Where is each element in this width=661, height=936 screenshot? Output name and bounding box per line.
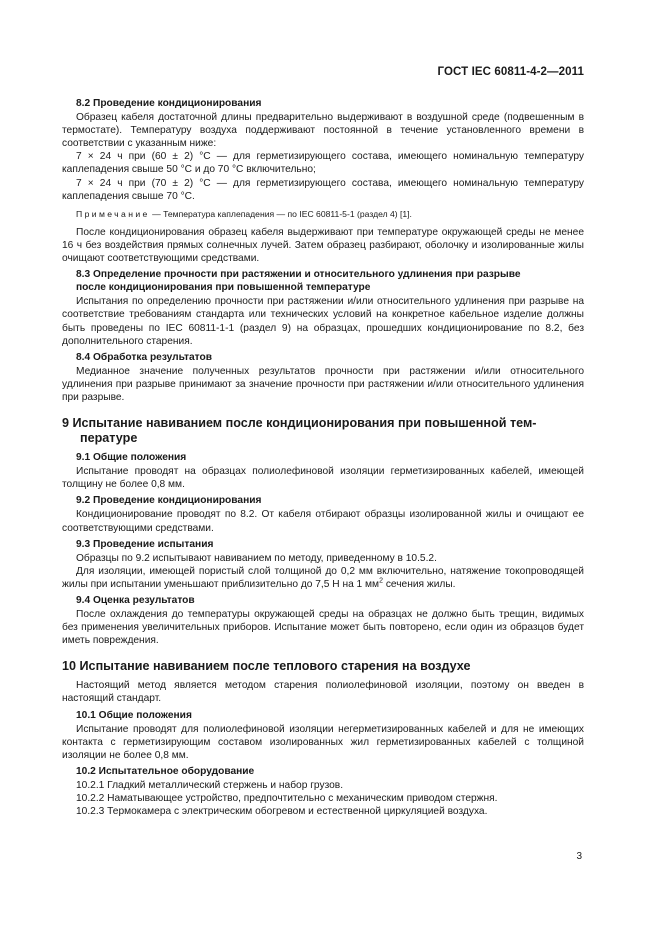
paragraph: Испытание проводят для полиолефиновой изоляции негерметизированных кабелей и для не имеющих контакта с герметизирующим составом изолированных жил герметизированных кабелей с толщиной изоляции не более 0,8 мм. <box>62 723 584 761</box>
paragraph: Настоящий метод является методом старения полиолефиновой изоляции, поэтому он введен в настоящий стандарт. <box>62 680 584 705</box>
paragraph: Образцы по 9.2 испытывают навиванием по методу, приведенному в 10.5.2. <box>76 552 437 564</box>
heading-line: пературе <box>80 431 138 446</box>
section-10-heading: 10 Испытание навиванием после теплового старения на воздухе <box>62 659 471 674</box>
section-9-3-heading: 9.3 Проведение испытания <box>76 538 214 550</box>
section-8-3-heading <box>62 268 584 294</box>
note <box>62 208 584 221</box>
section-9-heading <box>62 416 584 446</box>
heading-line: 8.3 Определение прочности при растяжении и относительного удлинения при разрыве <box>76 269 521 281</box>
section-9-4-heading: 9.4 Оценка результатов <box>76 595 195 606</box>
paragraph: Кондиционирование проводят по 8.2. От кабеля отбирают образцы изолированной жилы и очищают ее соответствующими средствами. <box>62 509 584 534</box>
paragraph: 7 × 24 ч при (60 ± 2) °С — для герметизирующего состава, имеющего номинальную температуру каплепадения свыше 50 °С и до 70 °С включительно; <box>62 151 584 176</box>
paragraph: 7 × 24 ч при (70 ± 2) °С — для герметизирующего состава, имеющего номинальную температуру каплепадения свыше 70 °С. <box>62 177 584 202</box>
heading-line: после кондиционирования при повышенной температуре <box>76 282 371 294</box>
paragraph: Образец кабеля достаточной длины предварительно выдерживают в воздушной среде (подвешенным в термостате). Температуру воздуха поддерживают постоянной в течение установленного времени в соответствии с указанным ниже: <box>62 112 584 150</box>
paragraph <box>62 565 584 591</box>
paragraph-text: Для изоляции, имеющей пористый слой толщиной до 0,2 мм включительно, натяжение токопроводящей жилы при испытании уменьшают приблизительно до 7,5 Н на 1 мм <box>62 565 584 590</box>
document-body <box>62 94 584 818</box>
paragraph: После охлаждения до температуры окружающей среды на образцах не должно быть трещин, видимых без применения увеличительных приборов. Испытание может быть повторено, если один из образцов будет иметь повреждения. <box>62 609 584 647</box>
list-item: 10.2.1 Гладкий металлический стержень и набор грузов. <box>76 780 344 792</box>
note-label: Примечание <box>76 208 150 219</box>
section-9-2-heading: 9.2 Проведение кондиционирования <box>76 495 262 507</box>
paragraph: Испытание проводят на образцах полиолефиновой изоляции герметизированных кабелей, имеющей толщину не более 0,8 мм. <box>62 466 584 491</box>
superscript: 2 <box>379 577 383 585</box>
section-10-2-heading: 10.2 Испытательное оборудование <box>76 765 255 777</box>
page-number: 3 <box>576 851 582 862</box>
heading-line: 9 Испытание навиванием после кондиционирования при повышенной тем- <box>62 416 537 431</box>
note-text: — Температура каплепадения — по IEC 60811-5-1 (раздел 4) [1]. <box>149 208 412 219</box>
paragraph: Испытания по определению прочности при растяжении и/или относительного удлинения при разрыве на соответствие требованиям стандарта или технических условий на конкретное кабельное изделие должны быть проведены по IEC 60811-1-1 (раздел 9) на образцах, прошедших кондиционирование по 8.2, без дополнительного старения. <box>62 296 584 347</box>
standard-header: ГОСТ IEC 60811-4-2—2011 <box>437 66 584 78</box>
section-8-2-heading: 8.2 Проведение кондиционирования <box>76 98 262 109</box>
list-item: 10.2.2 Наматывающее устройство, предпочтительно с механическим приводом стержня. <box>76 793 498 805</box>
paragraph: После кондиционирования образец кабеля выдерживают при температуре окружающей среды не менее 16 ч без воздействия прямых солнечных лучей. Затем образец разбирают, оболочку и изолированные жилы очищают соответствующими средствами. <box>62 226 584 265</box>
list-item: 10.2.3 Термокамера с электрическим обогревом и естественной циркуляцией воздуха. <box>76 806 488 818</box>
paragraph-text: сечения жилы. <box>382 578 456 590</box>
section-9-1-heading: 9.1 Общие положения <box>76 452 187 464</box>
section-8-4-heading: 8.4 Обработка результатов <box>76 351 213 363</box>
section-10-1-heading: 10.1 Общие положения <box>76 709 192 721</box>
paragraph: Медианное значение полученных результатов прочности при растяжении и/или относительного удлинения при разрыве принимают за значение прочности при растяжении и/или относительного удлинения при разрыве. <box>62 365 584 403</box>
